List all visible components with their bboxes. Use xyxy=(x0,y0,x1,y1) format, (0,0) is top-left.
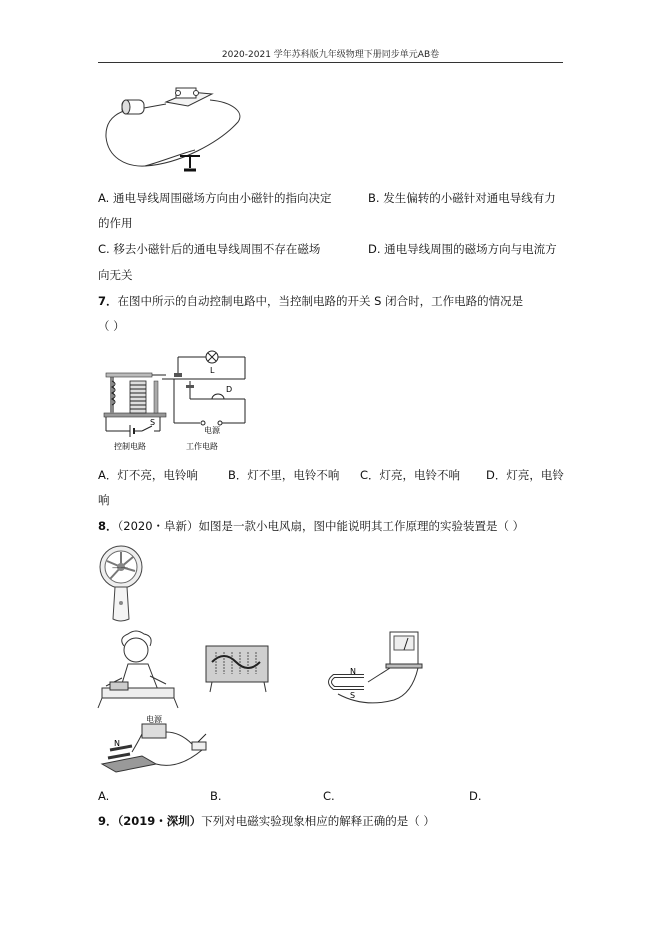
q8-number: 8． xyxy=(98,519,118,533)
header-divider xyxy=(98,62,563,63)
page-header: 2020-2021 学年苏科版九年级物理下册同步单元AB卷 xyxy=(221,50,440,60)
q6-oersted-figure xyxy=(100,82,245,187)
q8-stem xyxy=(98,518,524,534)
q7-label-work: 工作电路 xyxy=(186,442,218,451)
q7-label-lamp: L xyxy=(210,366,215,375)
q8-figure-b xyxy=(204,642,270,694)
q9-number: 9． xyxy=(98,814,118,828)
q8-stem-text: （2020・阜新）如图是一款小电风扇，图中能说明其工作原理的实验装置是（ ） xyxy=(117,519,525,533)
q7-number: 7． xyxy=(98,294,118,308)
q8-label-n: N xyxy=(350,667,356,676)
q7-relay-circuit-figure xyxy=(100,345,255,453)
q6-option-a: A. 通电导线周围磁场方向由小磁针的指向决定 xyxy=(98,191,332,205)
q7-label-control: 控制电路 xyxy=(114,442,146,451)
q6-option-b: B. 发生偏转的小磁针对通电导线有力 xyxy=(368,191,556,205)
q8-fan-figure xyxy=(98,543,144,623)
q6-option-b-cont: 的作用 xyxy=(98,216,133,230)
q8-fan-text: —— xyxy=(112,563,128,572)
q9-stem xyxy=(98,813,435,829)
q8-option-d: D. xyxy=(469,789,482,803)
q8-option-b: B. xyxy=(210,789,222,803)
q6-option-c: C. 移去小磁针后的通电导线周围不存在磁场 xyxy=(98,242,321,256)
q8-figure-a xyxy=(98,632,180,710)
q7-option-d-cont: 响 xyxy=(98,493,110,507)
q7-stem xyxy=(98,293,523,309)
q7-answer-paren: （ ） xyxy=(98,319,125,333)
q7-option-c: C．灯亮，电铃不响 xyxy=(360,468,461,482)
q9-source: （2019・深圳） xyxy=(117,814,202,828)
q9-stem-text: 下列对电磁实验现象相应的解释正确的是（ ） xyxy=(201,814,435,828)
q8-figure-d xyxy=(98,715,216,778)
q7-label-bell: D xyxy=(226,385,233,394)
q8-label-n-d: N xyxy=(114,739,120,748)
q7-label-power: 电源 xyxy=(204,426,220,435)
q7-label-switch: S xyxy=(150,418,156,427)
q8-label-s: S xyxy=(350,691,356,700)
q7-option-b: B．灯不里，电铃不响 xyxy=(228,468,340,482)
q8-option-a: A. xyxy=(98,789,110,803)
q6-option-d-cont: 向无关 xyxy=(98,268,133,282)
q7-stem-text: 在图中所示的自动控制电路中，当控制电路的开关 S 闭合时，工作电路的情况是 xyxy=(117,294,524,308)
q8-label-power: 电源 xyxy=(146,715,162,724)
q7-option-d: D．灯亮，电铃 xyxy=(486,468,564,482)
q7-option-a: A．灯不亮，电铃响 xyxy=(98,468,198,482)
q8-figure-c xyxy=(324,628,426,710)
q6-option-d: D. 通电导线周围的磁场方向与电流方 xyxy=(368,242,557,256)
q8-option-c: C. xyxy=(323,789,335,803)
